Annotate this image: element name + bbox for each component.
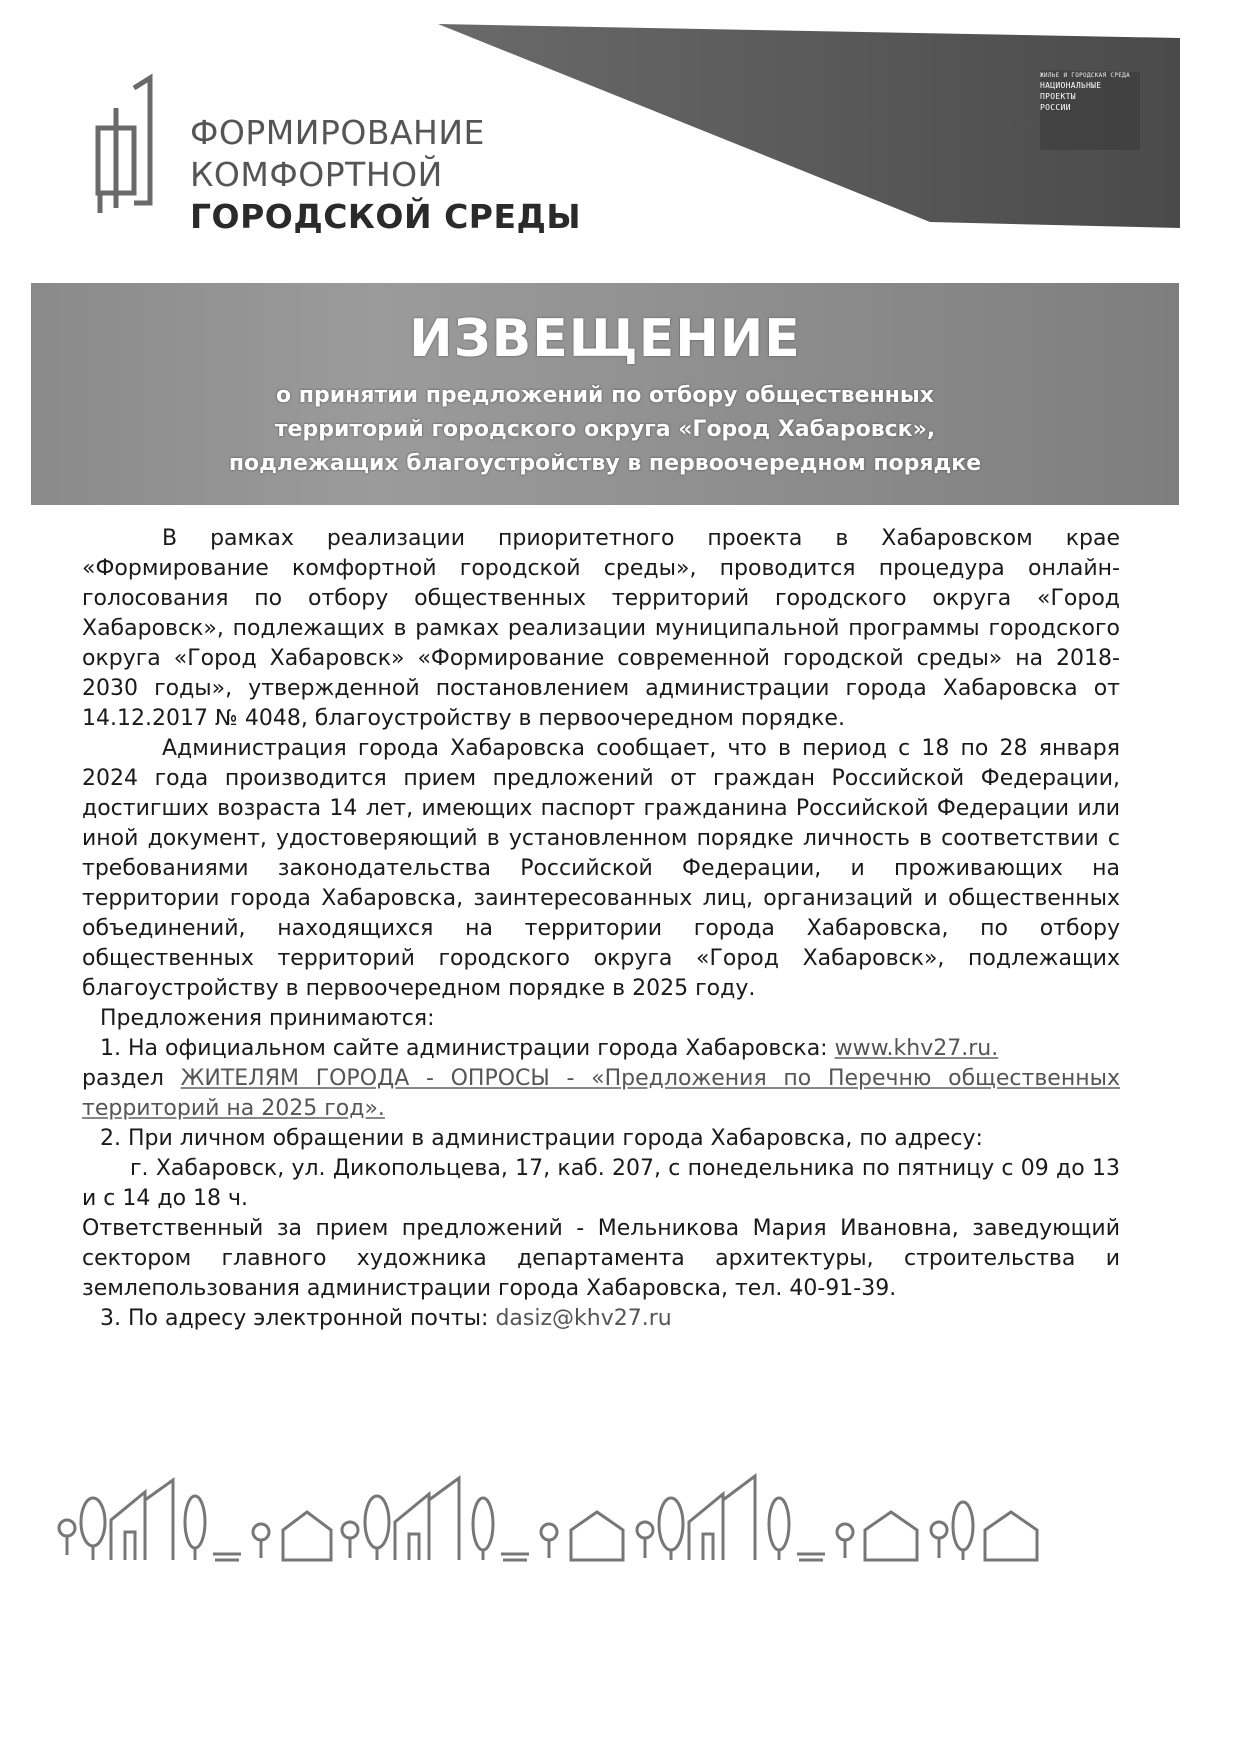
section-prefix: раздел — [82, 1066, 181, 1091]
notice-title: ИЗВЕЩЕНИЕ — [409, 309, 801, 369]
responsible-person: Ответственный за прием предложений - Мельникова Мария Ивановна, заведующий сектором главного художника департамента архитектуры, строительства и землепользования администрации города Хабаровска, тел. 40-91-39. — [82, 1216, 1120, 1301]
accepted-heading: Предложения принимаются: — [100, 1006, 435, 1031]
address-text: г. Хабаровск, ул. Дикопольцева, 17, каб. 207, с понедельника по пятницу с 09 до 13 и с 14 до 18 ч. — [82, 1156, 1120, 1211]
notice-subtitle-2: территорий городского округа «Город Хабаровск», — [274, 417, 936, 442]
notice-body — [82, 524, 1120, 1334]
city-skyline-decoration — [55, 1450, 1135, 1570]
paragraph-intro: В рамках реализации приоритетного проекта в Хабаровском крае «Формирование комфортной городской среды», проводится процедура онлайн-голосования по отбору общественных территорий городского округа «Город Хабаровск», подлежащих в рамках реализации муниципальной программы городского округа «Город Хабаровск» «Формирование современной городской среды» на 2018-2030 годы», утвержденной постановлением администрации города Хабаровска от 14.12.2017 № 4048, благоустройству в первоочередном порядке. — [82, 526, 1120, 731]
notice-subtitle-3: подлежащих благоустройству в первоочередном порядке — [228, 451, 982, 476]
list-item-1-section — [82, 1064, 1120, 1124]
title-band — [31, 283, 1179, 505]
email-link[interactable]: dasiz@khv27.ru — [495, 1306, 672, 1331]
list-item-3 — [82, 1304, 1120, 1334]
survey-section-link[interactable]: ЖИТЕЛЯМ ГОРОДА - ОПРОСЫ - «Предложения по Перечню общественных территорий на 2025 год». — [82, 1066, 1120, 1121]
list-item-2: 2. При личном обращении в администрации города Хабаровска, по адресу: — [100, 1126, 983, 1151]
program-logo-text — [190, 112, 581, 238]
urban-environment-logo-icon — [88, 68, 168, 218]
paragraph-announcement: Администрация города Хабаровска сообщает, что в период с 18 по 28 января 2024 года производится прием предложений от граждан Российской Федерации, достигших возраста 14 лет, имеющих паспорт гражданина Российской Федерации или иной документ, удостоверяющий в установленном порядке личность в соответствии с требованиями законодательства Российской Федерации, и проживающих на территории города Хабаровска, заинтересованных лиц, организаций и общественных объединений, находящихся на территории города Хабаровска, по отбору общественных территорий городского округа «Город Хабаровск», подлежащих благоустройству в первоочередном порядке в 2025 году. — [82, 736, 1120, 1001]
list-item-3-text: 3. По адресу электронной почты: — [100, 1306, 496, 1331]
logo-line-2: КОМФОРТНОЙ — [190, 155, 443, 194]
logo-line-1: ФОРМИРОВАНИЕ — [190, 113, 485, 152]
notice-subtitle-1: о принятии предложений по отбору общественных — [276, 383, 934, 408]
list-item-1-text: 1. На официальном сайте администрации города Хабаровска: — [100, 1036, 835, 1061]
list-item-1 — [82, 1034, 1120, 1064]
site-link[interactable]: www.khv27.ru. — [834, 1036, 999, 1061]
logo-line-3: ГОРОДСКОЙ СРЕДЫ — [190, 197, 582, 236]
national-projects-badge: ЖИЛЬЕ И ГОРОДСКАЯ СРЕДА НАЦИОНАЛЬНЫЕ ПРОЕКТЫ РОССИИ — [1040, 72, 1130, 112]
